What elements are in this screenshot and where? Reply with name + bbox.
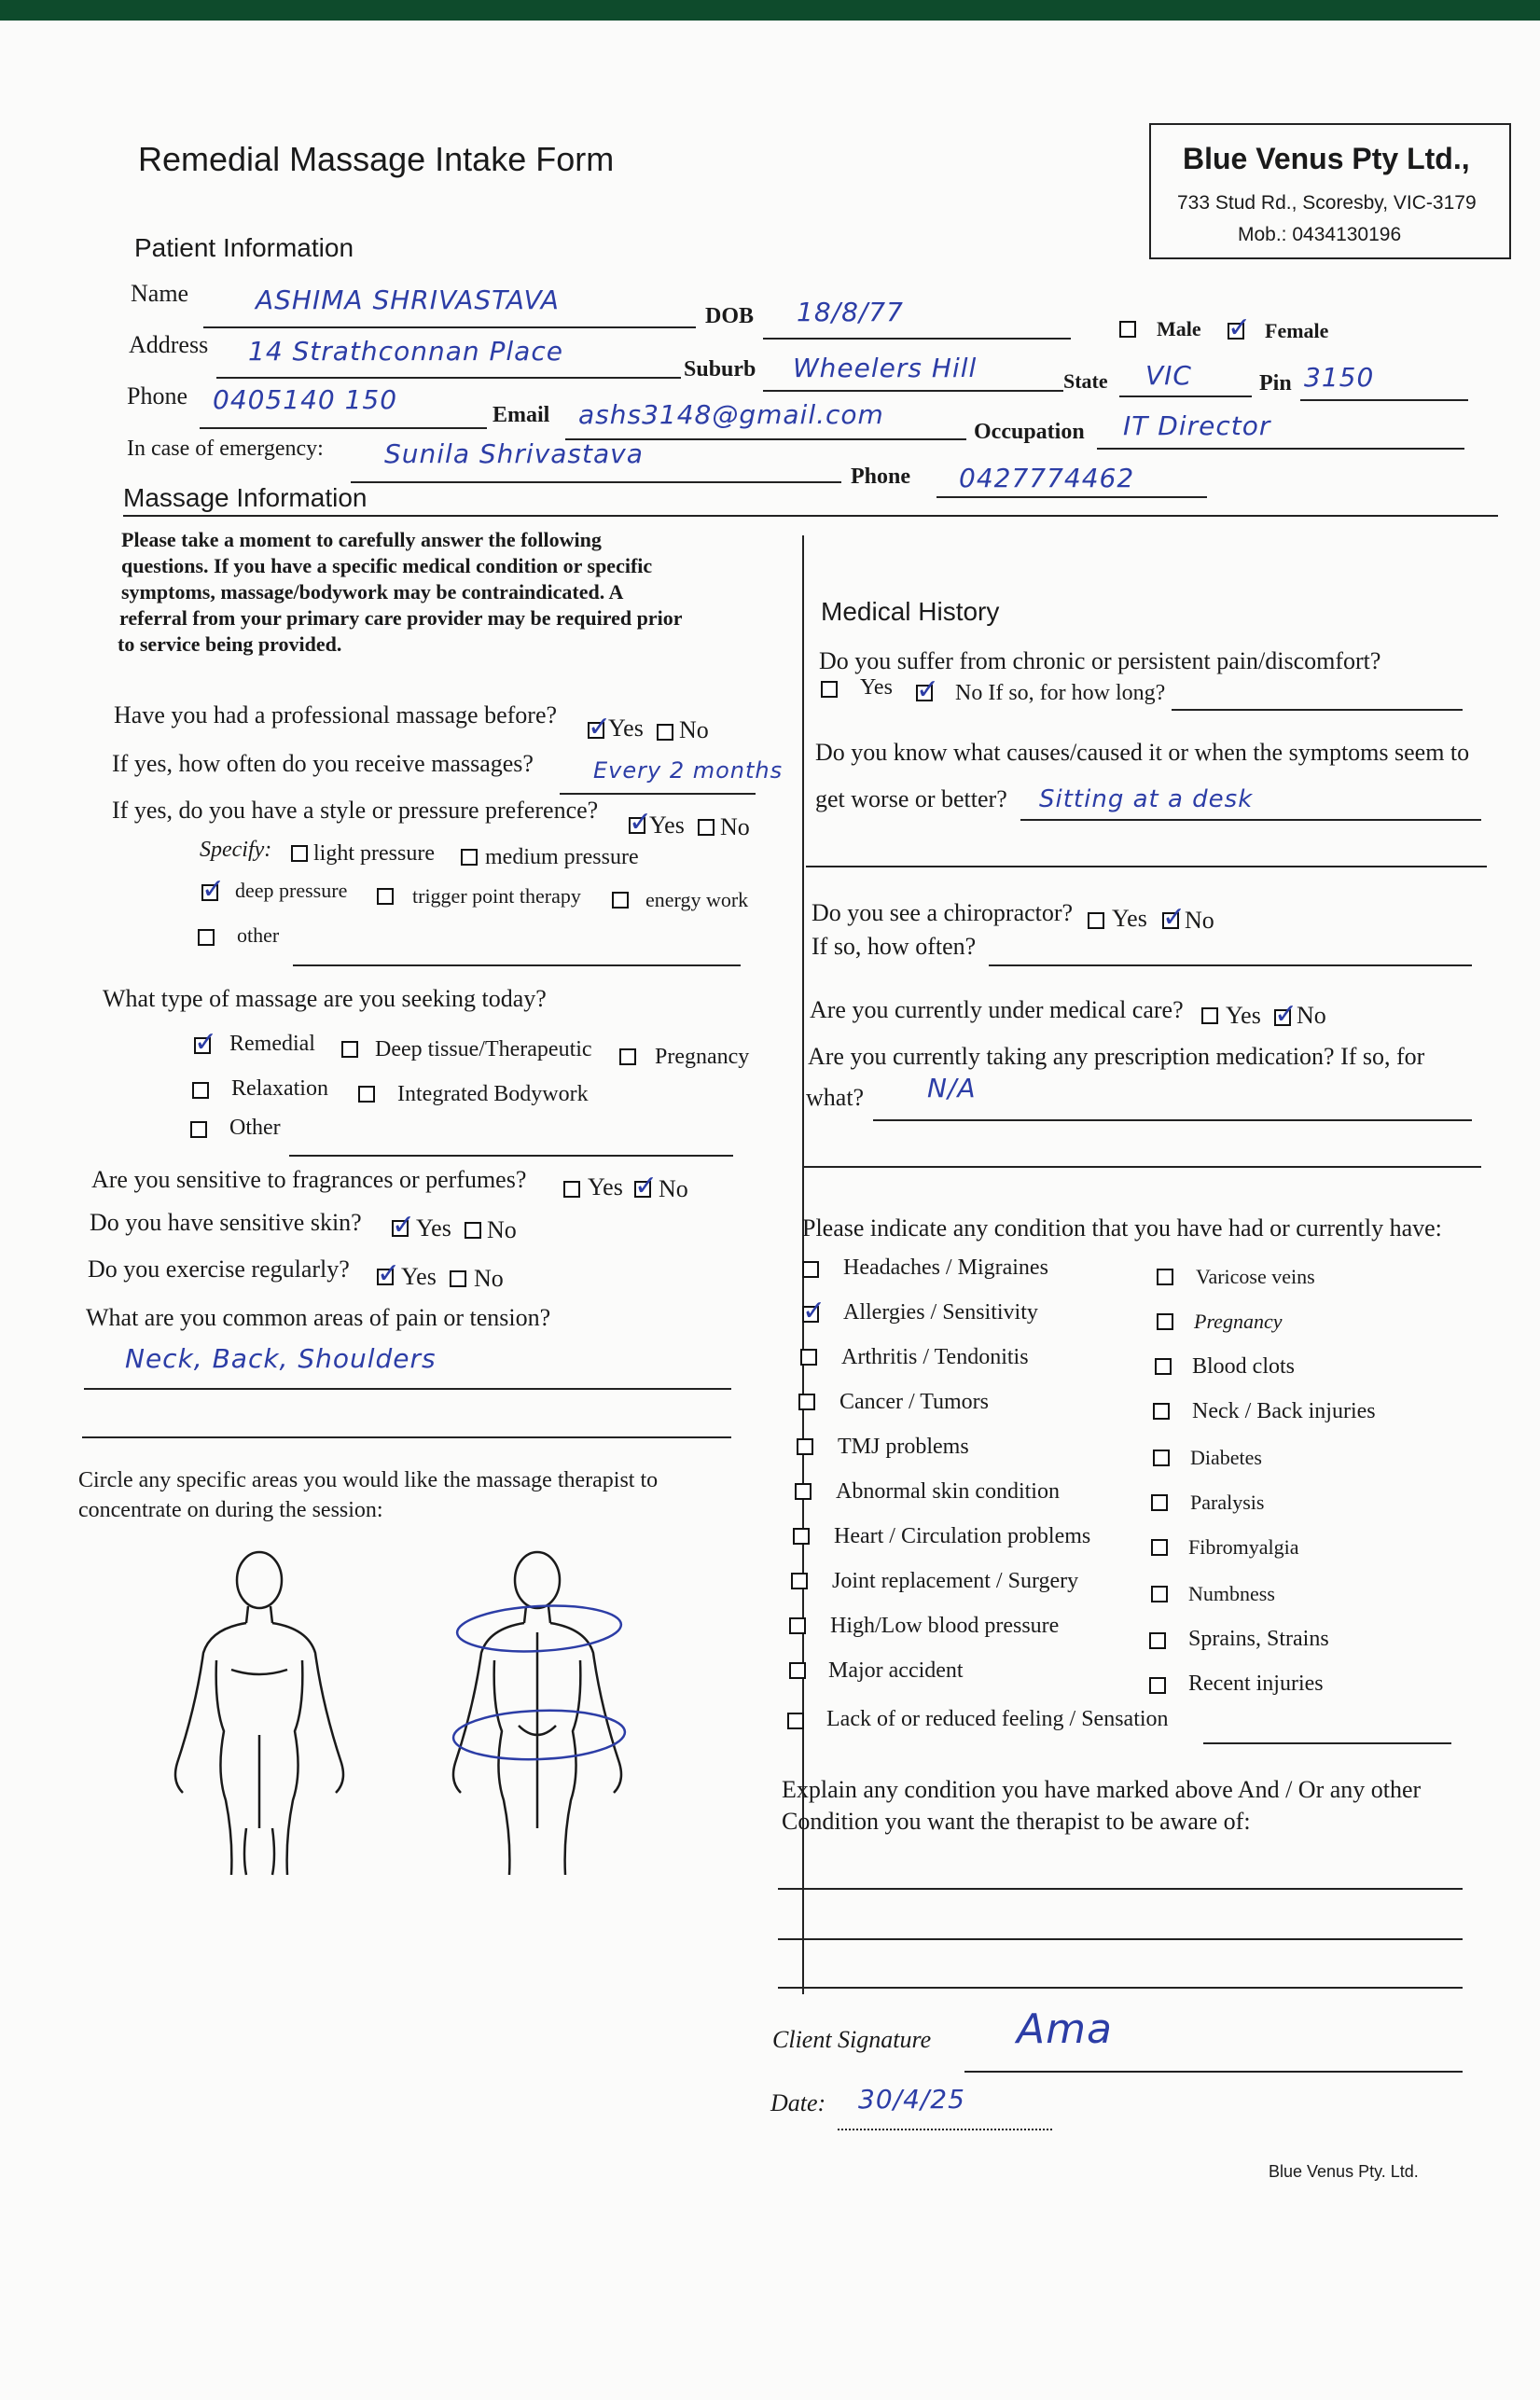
medical-history-heading: Medical History xyxy=(821,597,1000,626)
pregnancy-massage-checkbox[interactable] xyxy=(619,1048,636,1065)
exercise-no-checkbox[interactable] xyxy=(450,1270,466,1287)
suburb-underline xyxy=(763,390,1063,392)
q-how-often: If yes, how often do you receive massages? xyxy=(112,750,534,777)
chronic-no-label: No If so, for how long? xyxy=(955,681,1166,705)
condition-label: Abnormal skin condition xyxy=(836,1479,1060,1504)
phone-underline xyxy=(200,427,487,429)
emergency-phone-underline xyxy=(936,496,1207,498)
occupation-underline xyxy=(1097,448,1464,450)
condition-label: Neck / Back injuries xyxy=(1192,1399,1376,1423)
explain-line2: Condition you want the therapist to be aware of: xyxy=(782,1808,1251,1835)
condition-checkbox-blood-pressure[interactable] xyxy=(789,1617,806,1634)
shoulder-circle xyxy=(456,1602,622,1655)
deep-pressure-checkbox[interactable] xyxy=(201,884,218,901)
q-cause-line1: Do you know what causes/caused it or when the symptoms seem to xyxy=(815,739,1470,766)
q-sensitive-skin: Do you have sensitive skin? xyxy=(90,1209,362,1236)
condition-label: Headaches / Migraines xyxy=(843,1255,1048,1280)
q-conditions: Please indicate any condition that you have had or currently have: xyxy=(802,1214,1442,1242)
pin-label: Pin xyxy=(1259,371,1292,395)
condition-label: Major accident xyxy=(828,1658,964,1683)
other-type-label: Other xyxy=(229,1116,281,1140)
intro-line: questions. If you have a specific medical condition or specific xyxy=(121,554,653,577)
chiro-yes-checkbox[interactable] xyxy=(1088,912,1104,929)
medication-underline-2 xyxy=(804,1166,1481,1168)
front-body-figure xyxy=(175,1552,343,1875)
signature-field[interactable]: Ama xyxy=(1017,2005,1113,2053)
phone-field[interactable]: 0405140 150 xyxy=(213,384,398,415)
condition-label: Paralysis xyxy=(1190,1491,1265,1514)
intro-line: referral from your primary care provider may be required prior xyxy=(119,606,683,630)
pregnancy-massage-label: Pregnancy xyxy=(655,1045,750,1069)
pin-underline xyxy=(1300,399,1468,401)
chronic-no-checkbox[interactable] xyxy=(916,685,933,701)
state-underline xyxy=(1119,395,1252,397)
condition-checkbox-varicose[interactable] xyxy=(1157,1269,1173,1285)
date-field[interactable]: 30/4/25 xyxy=(858,2084,965,2115)
explain-underline-3 xyxy=(778,1987,1463,1989)
energy-work-checkbox[interactable] xyxy=(612,892,629,909)
name-underline xyxy=(203,326,696,328)
q-pain-areas: What are you common areas of pain or tension? xyxy=(86,1304,551,1331)
pain-underline-2 xyxy=(82,1436,731,1438)
deep-tissue-label: Deep tissue/Therapeutic xyxy=(375,1037,592,1061)
remedial-label: Remedial xyxy=(229,1032,315,1056)
massage-info-heading: Massage Information xyxy=(123,483,368,512)
email-field[interactable]: ashs3148@gmail.com xyxy=(578,399,884,430)
condition-checkbox-heart[interactable] xyxy=(793,1528,810,1545)
circle-instructions-line: Circle any specific areas you would like the massage therapist to xyxy=(78,1468,659,1492)
condition-label: TMJ problems xyxy=(838,1435,969,1459)
state-label: State xyxy=(1063,369,1108,393)
other-pressure-underline xyxy=(293,964,741,966)
condition-checkbox-tmj[interactable] xyxy=(797,1438,813,1455)
light-pressure-label: light pressure xyxy=(313,841,435,866)
fragrance-yes-label: Yes xyxy=(588,1173,623,1200)
medication-field[interactable]: N/A xyxy=(927,1073,977,1103)
relaxation-checkbox[interactable] xyxy=(192,1082,209,1099)
care-yes-checkbox[interactable] xyxy=(1201,1007,1218,1024)
condition-checkbox-blood-clots[interactable] xyxy=(1155,1358,1172,1375)
deep-tissue-checkbox[interactable] xyxy=(341,1041,358,1058)
condition-label: Varicose veins xyxy=(1196,1265,1315,1288)
condition-label: Allergies / Sensitivity xyxy=(843,1300,1038,1325)
back-body-figure xyxy=(453,1552,621,1875)
condition-checkbox-skin[interactable] xyxy=(795,1483,812,1500)
fragrance-yes-checkbox[interactable] xyxy=(563,1181,580,1198)
light-pressure-checkbox[interactable] xyxy=(291,845,308,862)
male-label: Male xyxy=(1157,317,1201,340)
state-field[interactable]: VIC xyxy=(1145,360,1192,391)
explain-underline-2 xyxy=(778,1938,1463,1940)
company-mobile: Mob.: 0434130196 xyxy=(1238,224,1402,245)
condition-checkbox-accident[interactable] xyxy=(789,1662,806,1679)
integrated-checkbox[interactable] xyxy=(358,1086,375,1103)
condition-label: Sprains, Strains xyxy=(1188,1627,1329,1651)
how-often-underline xyxy=(560,793,756,795)
chiro-yes-label: Yes xyxy=(1112,905,1147,932)
specify-label: Specify: xyxy=(200,838,272,862)
other-pressure-label: other xyxy=(237,923,280,947)
style-yes-label: Yes xyxy=(649,812,685,839)
other-pressure-checkbox[interactable] xyxy=(198,929,215,946)
q-medication-line1: Are you currently taking any prescription medication? If so, for xyxy=(808,1043,1425,1070)
male-checkbox[interactable] xyxy=(1119,321,1136,338)
condition-checkbox-neck-back[interactable] xyxy=(1153,1403,1170,1420)
lack-feeling-underline xyxy=(1203,1742,1451,1744)
emergency-underline xyxy=(351,481,841,483)
emergency-phone-field[interactable]: 0427774462 xyxy=(959,463,1135,493)
company-address: 733 Stud Rd., Scoresby, VIC-3179 xyxy=(1177,192,1477,214)
q-chiropractor: Do you see a chiropractor? xyxy=(812,899,1074,926)
female-label: Female xyxy=(1265,319,1329,342)
date-underline xyxy=(838,2129,1052,2130)
form-title: Remedial Massage Intake Form xyxy=(138,140,615,178)
trigger-point-label: trigger point therapy xyxy=(412,884,581,908)
suburb-label: Suburb xyxy=(684,357,756,382)
style-no-checkbox[interactable] xyxy=(698,819,715,836)
occupation-field[interactable]: IT Director xyxy=(1123,410,1271,441)
condition-checkbox-headaches[interactable] xyxy=(802,1261,819,1278)
address-field[interactable]: 14 Strathconnan Place xyxy=(248,336,563,367)
q-medication-line2: what? xyxy=(806,1084,865,1111)
deep-pressure-label: deep pressure xyxy=(235,879,348,902)
emergency-label: In case of emergency: xyxy=(127,437,324,461)
circle-instructions-line: concentrate on during the session: xyxy=(78,1498,383,1522)
email-label: Email xyxy=(493,403,550,427)
q-cause-line2: get worse or better? xyxy=(815,785,1007,812)
address-label: Address xyxy=(129,331,209,358)
skin-yes-checkbox[interactable] xyxy=(392,1220,409,1237)
section-rule xyxy=(123,515,1498,517)
condition-checkbox-fibromyalgia[interactable] xyxy=(1151,1539,1168,1556)
style-yes-checkbox[interactable] xyxy=(629,817,645,834)
fragrance-no-checkbox[interactable] xyxy=(634,1181,651,1198)
dob-field[interactable]: 18/8/77 xyxy=(797,297,904,327)
massage-before-no-checkbox[interactable] xyxy=(657,724,673,741)
chiro-no-label: No xyxy=(1185,907,1214,934)
care-no-checkbox[interactable] xyxy=(1274,1009,1291,1026)
condition-checkbox-diabetes[interactable] xyxy=(1153,1450,1170,1466)
skin-no-checkbox[interactable] xyxy=(465,1222,481,1239)
medium-pressure-checkbox[interactable] xyxy=(461,849,478,866)
explain-line1: Explain any condition you have marked above And / Or any other xyxy=(782,1776,1422,1803)
footer-company: Blue Venus Pty. Ltd. xyxy=(1269,2162,1419,2181)
exercise-yes-checkbox[interactable] xyxy=(377,1269,394,1285)
cause-underline-2 xyxy=(806,866,1487,867)
condition-checkbox-joint[interactable] xyxy=(791,1573,808,1589)
intro-line: Please take a moment to carefully answer the following xyxy=(121,528,602,551)
condition-label: Pregnancy xyxy=(1194,1310,1283,1333)
skin-no-label: No xyxy=(487,1216,517,1243)
chiro-often-underline xyxy=(989,964,1472,966)
body-diagram[interactable] xyxy=(149,1548,672,1884)
relaxation-label: Relaxation xyxy=(231,1076,328,1101)
condition-checkbox-arthritis[interactable] xyxy=(800,1349,817,1366)
condition-checkbox-cancer[interactable] xyxy=(798,1394,815,1410)
q-massage-type: What type of massage are you seeking today? xyxy=(103,985,547,1012)
pain-areas-field[interactable]: Neck, Back, Shoulders xyxy=(125,1343,437,1374)
address-underline xyxy=(216,377,681,379)
condition-label: Cancer / Tumors xyxy=(839,1390,990,1414)
dob-label: DOB xyxy=(705,304,755,328)
phone-label: Phone xyxy=(127,382,187,409)
intro-line: symptoms, massage/bodywork may be contraindicated. A xyxy=(121,580,624,603)
integrated-label: Integrated Bodywork xyxy=(397,1082,589,1106)
q-style-preference: If yes, do you have a style or pressure preference? xyxy=(112,797,599,824)
pin-field[interactable]: 3150 xyxy=(1304,362,1375,393)
suburb-field[interactable]: Wheelers Hill xyxy=(793,353,978,383)
date-label: Date: xyxy=(770,2089,826,2116)
intro-line: to service being provided. xyxy=(118,632,342,656)
q-massage-before: Have you had a professional massage before? xyxy=(114,701,558,728)
signature-underline xyxy=(964,2071,1463,2073)
condition-checkbox-allergies[interactable] xyxy=(802,1306,819,1323)
condition-checkbox-paralysis[interactable] xyxy=(1151,1494,1168,1511)
condition-label: Joint replacement / Surgery xyxy=(832,1569,1079,1593)
condition-checkbox-recent-injuries[interactable] xyxy=(1149,1677,1166,1694)
fragrance-no-label: No xyxy=(659,1175,688,1202)
signature-label: Client Signature xyxy=(772,2026,932,2053)
how-often-field[interactable]: Every 2 months xyxy=(593,757,784,784)
cause-underline-1 xyxy=(1020,819,1481,821)
energy-work-label: energy work xyxy=(645,888,749,911)
company-name: Blue Venus Pty Ltd., xyxy=(1183,142,1470,175)
occupation-label: Occupation xyxy=(974,420,1085,444)
care-no-label: No xyxy=(1297,1002,1326,1029)
condition-label: Diabetes xyxy=(1190,1446,1262,1469)
massage-before-yes-checkbox[interactable] xyxy=(588,722,604,739)
dob-underline xyxy=(763,338,1071,340)
female-checkbox[interactable] xyxy=(1228,323,1244,340)
chronic-yes-checkbox[interactable] xyxy=(821,681,838,698)
skin-yes-label: Yes xyxy=(416,1214,451,1242)
chronic-yes-label: Yes xyxy=(860,675,893,700)
chronic-howlong-underline xyxy=(1172,709,1463,711)
other-type-underline xyxy=(289,1155,733,1157)
q-medical-care: Are you currently under medical care? xyxy=(810,996,1184,1023)
exercise-yes-label: Yes xyxy=(401,1263,437,1290)
name-label: Name xyxy=(131,280,189,307)
emergency-field[interactable]: Sunila Shrivastava xyxy=(384,438,644,469)
condition-checkbox-sprains[interactable] xyxy=(1149,1632,1166,1649)
condition-label: Numbness xyxy=(1188,1582,1275,1605)
patient-info-heading: Patient Information xyxy=(134,233,354,262)
medication-underline-1 xyxy=(873,1119,1472,1121)
lack-feeling-label: Lack of or reduced feeling / Sensation xyxy=(826,1707,1169,1731)
condition-label: High/Low blood pressure xyxy=(830,1614,1060,1638)
name-field[interactable]: ASHIMA SHRIVASTAVA xyxy=(256,284,560,315)
exercise-no-label: No xyxy=(474,1265,504,1292)
cause-field[interactable]: Sitting at a desk xyxy=(1039,785,1254,813)
care-yes-label: Yes xyxy=(1226,1002,1261,1029)
condition-checkbox-pregnancy[interactable] xyxy=(1157,1313,1173,1330)
style-no-label: No xyxy=(720,813,750,840)
condition-label: Blood clots xyxy=(1192,1354,1296,1379)
massage-before-no-label: No xyxy=(679,716,709,743)
q-chronic-pain: Do you suffer from chronic or persistent pain/discomfort? xyxy=(819,647,1381,674)
condition-label: Recent injuries xyxy=(1188,1672,1324,1696)
lack-feeling-checkbox[interactable] xyxy=(787,1713,804,1729)
condition-label: Arthritis / Tendonitis xyxy=(841,1345,1029,1369)
medium-pressure-label: medium pressure xyxy=(485,845,639,869)
remedial-checkbox[interactable] xyxy=(194,1037,211,1054)
q-exercise: Do you exercise regularly? xyxy=(88,1255,350,1283)
massage-before-yes-label: Yes xyxy=(608,714,644,742)
other-type-checkbox[interactable] xyxy=(190,1121,207,1138)
condition-label: Fibromyalgia xyxy=(1188,1535,1299,1559)
condition-checkbox-numbness[interactable] xyxy=(1151,1586,1168,1602)
q-fragrance: Are you sensitive to fragrances or perfumes? xyxy=(91,1166,527,1193)
emergency-phone-label: Phone xyxy=(851,465,911,489)
condition-label: Heart / Circulation problems xyxy=(834,1524,1091,1548)
trigger-point-checkbox[interactable] xyxy=(377,888,394,905)
pain-underline-1 xyxy=(84,1388,731,1390)
explain-underline-1 xyxy=(778,1888,1463,1890)
q-chiro-often: If so, how often? xyxy=(812,933,977,960)
circled-areas xyxy=(452,1602,626,1762)
chiro-no-checkbox[interactable] xyxy=(1162,912,1179,929)
